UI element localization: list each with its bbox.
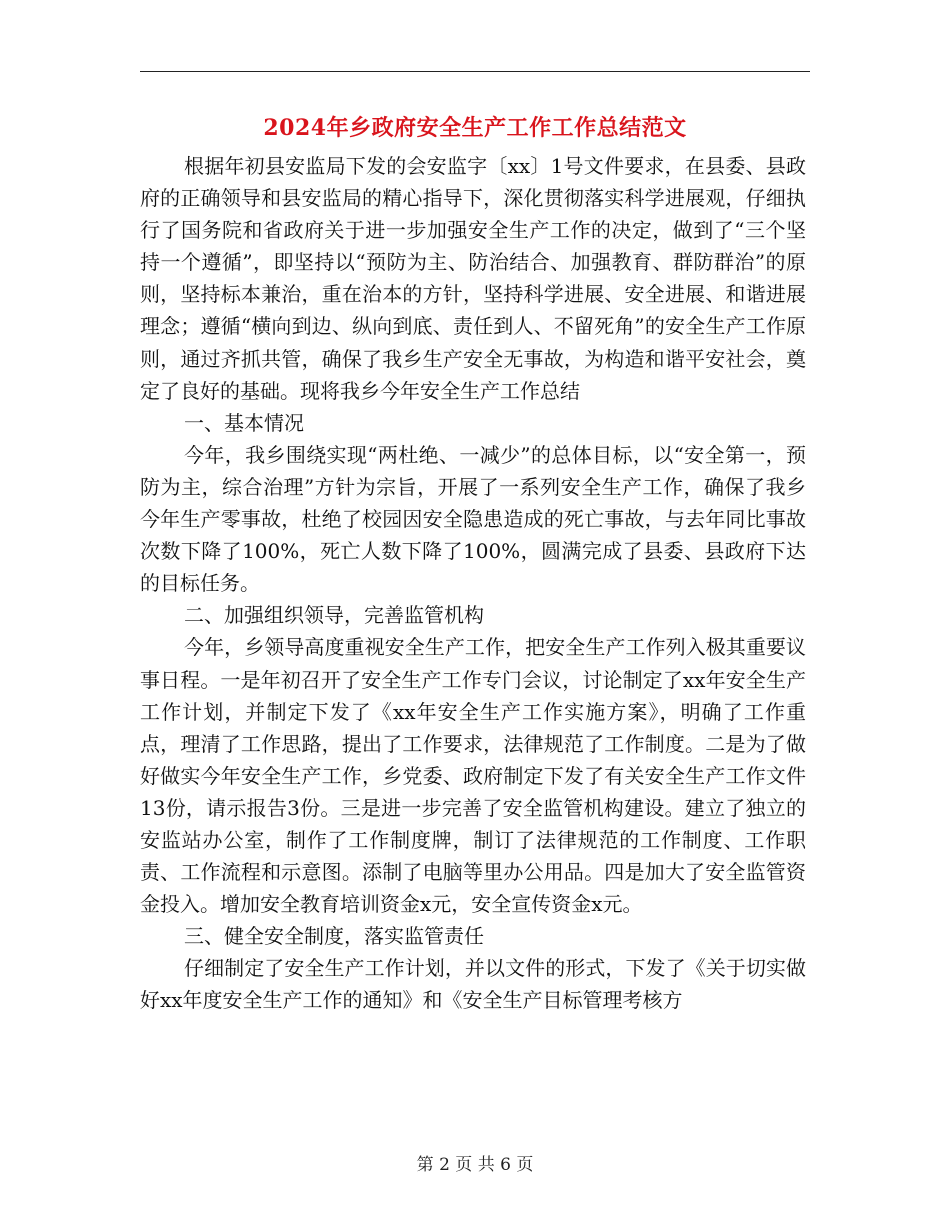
section-heading-organization: 二、加强组织领导，完善监管机构 [184, 603, 484, 628]
safety-system-paragraph: 仔细制定了安全生产工作计划，并以文件的形式，下发了《关于切实做好xx年度安全生产工作的通知》和《安全生产目标管理考核方 [140, 956, 806, 1013]
basic-situation-paragraph: 今年，我乡围绕实现“两杜绝、一减少”的总体目标，以“安全第一，预防为主，综合治理”方针为宗旨，开展了一系列安全生产工作，确保了我乡今年生产零事故，杜绝了校园因安全隐患造成的死亡事故，与去年同比事故次数下降了100%，死亡人数下降了100%，圆满完成了县委、县政府下达的目标任务。 [140, 442, 806, 596]
page-number: 第 2 页 共 6 页 [416, 1155, 534, 1175]
section-heading-basic-situation: 一、基本情况 [184, 410, 304, 435]
header-rule [140, 71, 810, 72]
section-heading-safety-system: 三、健全安全制度，落实监管责任 [184, 924, 484, 949]
document-title: 2024年乡政府安全生产工作工作总结范文 [263, 115, 687, 141]
intro-paragraph: 根据年初县安监局下发的会安监字〔xx〕1号文件要求，在县委、县政府的正确领导和县安监局的精心指导下，深化贯彻落实科学进展观，仔细执行了国务院和省政府关于进一步加强安全生产工作的决定，做到了“三个坚持一个遵循”，即坚持以“预防为主、防治结合、加强教育、群防群治”的原则，坚持标本兼治，重在治本的方针，坚持科学进展、安全进展、和谐进展理念；遵循“横向到边、纵向到底、责任到人、不留死角”的安全生产工作原则，通过齐抓共管，确保了我乡生产安全无事故，为构造和谐平安社会，奠定了良好的基础。现将我乡今年安全生产工作总结 [140, 154, 806, 403]
organization-paragraph: 今年，乡领导高度重视安全生产工作，把安全生产工作列入极其重要议事日程。一是年初召开了安全生产工作专门会议，讨论制定了xx年安全生产工作计划，并制定下发了《xx年安全生产工作实施方案》，明确了工作重点，理清了工作思路，提出了工作要求，法律规范了工作制度。二是为了做好做实今年安全生产工作，乡党委、政府制定下发了有关安全生产工作文件13份，请示报告3份。三是进一步完善了安全监管机构建设。建立了独立的安监站办公室，制作了工作制度牌，制订了法律规范的工作制度、工作职责、工作流程和示意图。添制了电脑等里办公用品。四是加大了安全监管资金投入。增加安全教育培训资金x元，安全宣传资金x元。 [140, 635, 806, 917]
document-body [140, 150, 806, 1017]
